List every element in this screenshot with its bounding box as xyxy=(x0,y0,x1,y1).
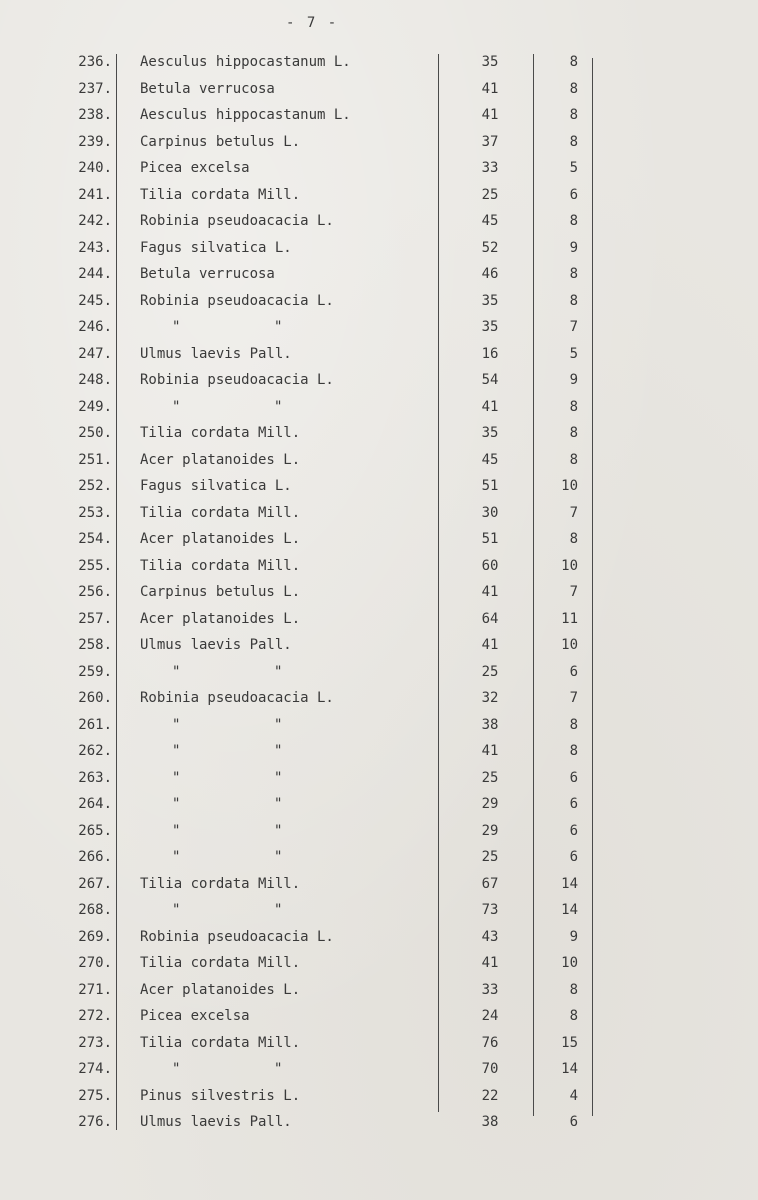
ditto-mark: " xyxy=(172,902,181,918)
value-column-1: 70 xyxy=(481,1061,499,1077)
species-name: Tilia cordata Mill. xyxy=(140,504,301,521)
species-name: Betula verrucosa xyxy=(140,80,275,97)
value-column-1: 25 xyxy=(481,769,499,786)
table-row xyxy=(0,1112,758,1139)
table-row xyxy=(0,847,758,874)
table-row xyxy=(0,635,758,662)
species-name: Tilia cordata Mill. xyxy=(140,186,301,203)
species-name: Acer platanoides L. xyxy=(140,451,301,468)
table-row xyxy=(0,132,758,159)
page-number: - 7 - xyxy=(286,15,339,31)
value-column-2: 6 xyxy=(569,796,578,812)
species-name: Betula verrucosa xyxy=(140,266,275,282)
value-column-1: 29 xyxy=(481,796,499,812)
ditto-mark: " xyxy=(274,663,283,680)
value-column-2: 9 xyxy=(569,372,578,388)
table-row xyxy=(0,397,758,424)
row-number: 245. xyxy=(78,292,112,309)
value-column-2: 8 xyxy=(569,107,578,123)
species-name: Tilia cordata Mill. xyxy=(140,875,301,892)
species-name: Aesculus hippocastanum L. xyxy=(140,107,351,123)
row-number: 238. xyxy=(78,107,112,123)
species-name: Carpinus betulus L. xyxy=(140,133,301,150)
value-column-2: 14 xyxy=(561,1061,578,1077)
row-number: 239. xyxy=(78,133,112,150)
table-row xyxy=(0,741,758,768)
value-column-1: 45 xyxy=(481,451,499,468)
value-column-1: 41 xyxy=(481,398,499,415)
ditto-mark: " xyxy=(172,1061,181,1077)
ditto-mark: " xyxy=(172,822,181,839)
row-number: 269. xyxy=(78,928,112,945)
table-row xyxy=(0,476,758,503)
row-number: 237. xyxy=(78,80,112,97)
value-column-2: 8 xyxy=(569,266,578,282)
table-row xyxy=(0,503,758,530)
species-name: Pinus silvestris L. xyxy=(140,1087,301,1104)
table-row xyxy=(0,79,758,106)
ditto-mark: " xyxy=(172,849,181,865)
row-number: 270. xyxy=(78,955,112,971)
row-number: 255. xyxy=(78,557,112,574)
table-row xyxy=(0,52,758,79)
row-number: 262. xyxy=(78,743,112,759)
table-row xyxy=(0,582,758,609)
value-column-2: 6 xyxy=(569,1114,578,1130)
table-row xyxy=(0,1033,758,1060)
value-column-1: 67 xyxy=(481,875,499,892)
value-column-2: 11 xyxy=(561,610,578,627)
value-column-2: 15 xyxy=(561,1034,578,1051)
value-column-2: 14 xyxy=(561,875,578,892)
value-column-2: 8 xyxy=(569,213,578,229)
table-row xyxy=(0,291,758,318)
value-column-2: 7 xyxy=(569,690,578,706)
value-column-2: 10 xyxy=(561,478,578,494)
row-number: 257. xyxy=(78,610,112,627)
value-column-2: 6 xyxy=(569,663,578,680)
row-number: 275. xyxy=(78,1087,112,1104)
ditto-mark: " xyxy=(274,796,283,812)
value-column-1: 35 xyxy=(481,54,499,70)
value-column-2: 8 xyxy=(569,743,578,759)
species-name: Tilia cordata Mill. xyxy=(140,557,301,574)
row-number: 240. xyxy=(78,160,112,176)
ditto-mark: " xyxy=(172,743,181,759)
row-number: 267. xyxy=(78,875,112,892)
species-name: Carpinus betulus L. xyxy=(140,584,301,600)
ditto-mark: " xyxy=(172,796,181,812)
row-number: 246. xyxy=(78,319,112,335)
row-number: 272. xyxy=(78,1008,112,1024)
value-column-2: 10 xyxy=(561,955,578,971)
table-row xyxy=(0,105,758,132)
table-row xyxy=(0,609,758,636)
value-column-1: 37 xyxy=(481,133,499,150)
species-name: Tilia cordata Mill. xyxy=(140,955,301,971)
value-column-2: 6 xyxy=(569,849,578,865)
table-row xyxy=(0,1059,758,1086)
row-number: 260. xyxy=(78,690,112,706)
table-row xyxy=(0,264,758,291)
row-number: 276. xyxy=(78,1114,112,1130)
row-number: 252. xyxy=(78,478,112,494)
value-column-1: 38 xyxy=(481,1114,499,1130)
value-column-1: 41 xyxy=(481,80,499,97)
species-name: Picea excelsa xyxy=(140,1008,250,1024)
species-name: Robinia pseudoacacia L. xyxy=(140,213,334,229)
table-row xyxy=(0,529,758,556)
value-column-1: 33 xyxy=(481,160,499,176)
value-column-2: 8 xyxy=(569,133,578,150)
value-column-1: 25 xyxy=(481,186,499,203)
table-row xyxy=(0,662,758,689)
value-column-1: 25 xyxy=(481,849,499,865)
value-column-1: 30 xyxy=(481,504,499,521)
row-number: 268. xyxy=(78,902,112,918)
row-number: 254. xyxy=(78,531,112,547)
species-name: Ulmus laevis Pall. xyxy=(140,1114,292,1130)
value-column-1: 41 xyxy=(481,584,499,600)
table-row xyxy=(0,874,758,901)
value-column-1: 33 xyxy=(481,981,499,998)
table-row xyxy=(0,794,758,821)
value-column-2: 8 xyxy=(569,981,578,998)
value-column-1: 41 xyxy=(481,637,499,653)
value-column-2: 8 xyxy=(569,531,578,547)
table-row xyxy=(0,1006,758,1033)
value-column-2: 6 xyxy=(569,769,578,786)
ditto-mark: " xyxy=(172,769,181,786)
value-column-1: 25 xyxy=(481,663,499,680)
value-column-2: 9 xyxy=(569,239,578,256)
species-name: Robinia pseudoacacia L. xyxy=(140,292,334,309)
row-number: 263. xyxy=(78,769,112,786)
value-column-1: 35 xyxy=(481,425,499,441)
value-column-1: 35 xyxy=(481,319,499,335)
value-column-1: 51 xyxy=(481,531,499,547)
table-row xyxy=(0,450,758,477)
value-column-1: 16 xyxy=(481,345,499,362)
value-column-1: 73 xyxy=(481,902,499,918)
value-column-2: 9 xyxy=(569,928,578,945)
ditto-mark: " xyxy=(274,743,283,759)
value-column-1: 38 xyxy=(481,716,499,733)
table-row xyxy=(0,423,758,450)
species-name: Ulmus laevis Pall. xyxy=(140,637,292,653)
ditto-mark: " xyxy=(274,716,283,733)
table-row xyxy=(0,688,758,715)
value-column-1: 35 xyxy=(481,292,499,309)
value-column-2: 10 xyxy=(561,637,578,653)
species-name: Acer platanoides L. xyxy=(140,610,301,627)
species-name: Tilia cordata Mill. xyxy=(140,1034,301,1051)
value-column-2: 8 xyxy=(569,451,578,468)
table-row xyxy=(0,900,758,927)
value-column-2: 5 xyxy=(569,160,578,176)
value-column-2: 10 xyxy=(561,557,578,574)
tree-table xyxy=(0,52,758,1139)
ditto-mark: " xyxy=(274,769,283,786)
value-column-1: 22 xyxy=(481,1087,499,1104)
row-number: 251. xyxy=(78,451,112,468)
species-name: Picea excelsa xyxy=(140,160,250,176)
value-column-1: 41 xyxy=(481,743,499,759)
ditto-mark: " xyxy=(172,716,181,733)
ditto-mark: " xyxy=(274,849,283,865)
ditto-mark: " xyxy=(172,398,181,415)
row-number: 261. xyxy=(78,716,112,733)
ditto-mark: " xyxy=(274,1061,283,1077)
value-column-1: 51 xyxy=(481,478,499,494)
ditto-mark: " xyxy=(172,663,181,680)
row-number: 250. xyxy=(78,425,112,441)
value-column-2: 7 xyxy=(569,319,578,335)
value-column-1: 52 xyxy=(481,239,499,256)
species-name: Acer platanoides L. xyxy=(140,531,301,547)
value-column-1: 24 xyxy=(481,1008,499,1024)
table-row xyxy=(0,768,758,795)
value-column-1: 60 xyxy=(481,557,499,574)
table-row xyxy=(0,953,758,980)
table-row xyxy=(0,317,758,344)
row-number: 273. xyxy=(78,1034,112,1051)
row-number: 247. xyxy=(78,345,112,362)
species-name: Robinia pseudoacacia L. xyxy=(140,928,334,945)
row-number: 259. xyxy=(78,663,112,680)
value-column-2: 8 xyxy=(569,398,578,415)
species-name: Ulmus laevis Pall. xyxy=(140,345,292,362)
species-name: Robinia pseudoacacia L. xyxy=(140,372,334,388)
value-column-2: 6 xyxy=(569,822,578,839)
value-column-2: 8 xyxy=(569,292,578,309)
value-column-1: 43 xyxy=(481,928,499,945)
species-name: Fagus silvatica L. xyxy=(140,478,292,494)
table-row xyxy=(0,344,758,371)
row-number: 256. xyxy=(78,584,112,600)
value-column-2: 7 xyxy=(569,584,578,600)
species-name: Robinia pseudoacacia L. xyxy=(140,690,334,706)
table-row xyxy=(0,980,758,1007)
row-number: 264. xyxy=(78,796,112,812)
value-column-1: 54 xyxy=(481,372,499,388)
value-column-1: 64 xyxy=(481,610,499,627)
row-number: 274. xyxy=(78,1061,112,1077)
value-column-2: 8 xyxy=(569,80,578,97)
row-number: 271. xyxy=(78,981,112,998)
row-number: 248. xyxy=(78,372,112,388)
value-column-1: 29 xyxy=(481,822,499,839)
species-name: Fagus silvatica L. xyxy=(140,239,292,256)
value-column-2: 14 xyxy=(561,902,578,918)
value-column-2: 8 xyxy=(569,54,578,70)
table-row xyxy=(0,158,758,185)
value-column-1: 32 xyxy=(481,690,499,706)
table-row xyxy=(0,185,758,212)
row-number: 253. xyxy=(78,504,112,521)
table-row xyxy=(0,715,758,742)
value-column-2: 5 xyxy=(569,345,578,362)
ditto-mark: " xyxy=(274,319,283,335)
value-column-1: 76 xyxy=(481,1034,499,1051)
table-row xyxy=(0,556,758,583)
value-column-2: 8 xyxy=(569,716,578,733)
ditto-mark: " xyxy=(274,902,283,918)
ditto-mark: " xyxy=(274,822,283,839)
row-number: 244. xyxy=(78,266,112,282)
species-name: Acer platanoides L. xyxy=(140,981,301,998)
value-column-1: 41 xyxy=(481,107,499,123)
value-column-2: 8 xyxy=(569,1008,578,1024)
value-column-2: 8 xyxy=(569,425,578,441)
species-name: Aesculus hippocastanum L. xyxy=(140,54,351,70)
row-number: 249. xyxy=(78,398,112,415)
table-row xyxy=(0,238,758,265)
table-row xyxy=(0,1086,758,1113)
row-number: 243. xyxy=(78,239,112,256)
row-number: 241. xyxy=(78,186,112,203)
table-row xyxy=(0,211,758,238)
ditto-mark: " xyxy=(274,398,283,415)
value-column-2: 6 xyxy=(569,186,578,203)
value-column-1: 45 xyxy=(481,213,499,229)
row-number: 242. xyxy=(78,213,112,229)
row-number: 266. xyxy=(78,849,112,865)
row-number: 236. xyxy=(78,54,112,70)
table-row xyxy=(0,927,758,954)
value-column-2: 7 xyxy=(569,504,578,521)
table-row xyxy=(0,821,758,848)
value-column-2: 4 xyxy=(569,1087,578,1104)
table-row xyxy=(0,370,758,397)
value-column-1: 41 xyxy=(481,955,499,971)
value-column-1: 46 xyxy=(481,266,499,282)
row-number: 258. xyxy=(78,637,112,653)
species-name: Tilia cordata Mill. xyxy=(140,425,301,441)
ditto-mark: " xyxy=(172,319,181,335)
row-number: 265. xyxy=(78,822,112,839)
